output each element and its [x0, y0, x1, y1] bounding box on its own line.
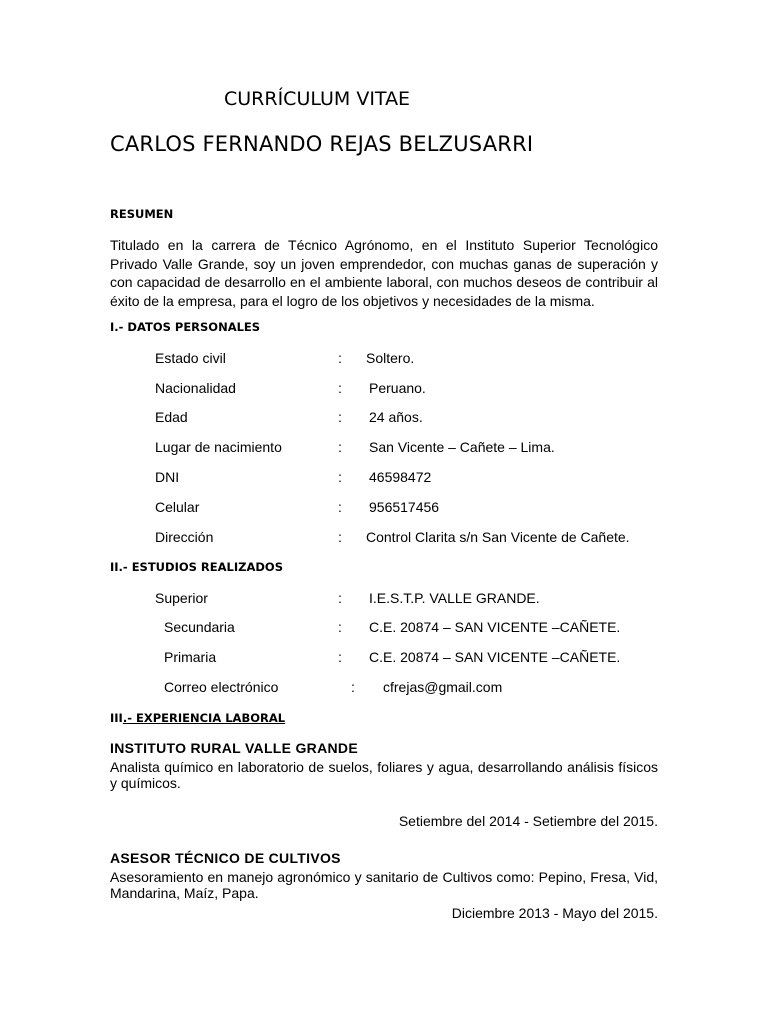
- field-value: C.E. 20874 – SAN VICENTE –CAÑETE.: [369, 649, 621, 665]
- field-label: Primaria: [164, 649, 217, 665]
- field-separator: :: [338, 439, 342, 455]
- job-period: Diciembre 2013 - Mayo del 2015.: [451, 905, 658, 921]
- field-value: Soltero.: [366, 350, 415, 366]
- job-description: Asesoramiento en manejo agronómico y sanitario de Cultivos como: Pepino, Fresa, Vid, Mandarina, Maíz, Papa.: [110, 869, 658, 901]
- resumen-heading: RESUMEN: [110, 207, 174, 221]
- field-value: C.E. 20874 – SAN VICENTE –CAÑETE.: [369, 619, 621, 635]
- field-separator: :: [338, 499, 342, 515]
- datos-personales-heading: I.- DATOS PERSONALES: [110, 320, 261, 334]
- job-title: INSTITUTO RURAL VALLE GRANDE: [110, 740, 358, 756]
- field-separator: :: [338, 590, 342, 606]
- field-separator: :: [338, 529, 342, 545]
- field-separator: :: [338, 350, 342, 366]
- field-label: Estado civil: [155, 350, 226, 366]
- field-value: 956517456: [369, 499, 440, 515]
- field-label: Superior: [155, 590, 208, 606]
- field-label: Nacionalidad: [155, 380, 236, 396]
- field-separator: :: [338, 469, 342, 485]
- field-value: Peruano.: [369, 380, 426, 396]
- experiencia-heading-text: .- EXPERIENCIA LABORAL: [122, 711, 286, 725]
- estudios-heading: II.- ESTUDIOS REALIZADOS: [110, 560, 283, 574]
- resumen-text: Titulado en la carrera de Técnico Agrónomo, en el Instituto Superior Tecnológico Privado Valle Grande, soy un joven emprendedor, con muchas ganas de superación y con capacidad de desarrollo en el ambiente laboral, con muchos deseos de contribuir al éxito de la empresa, para el logro de los objetivos y necesidades de la misma.: [110, 237, 658, 309]
- job-period: Setiembre del 2014 - Setiembre del 2015.: [398, 813, 658, 829]
- field-label: DNI: [155, 469, 180, 485]
- field-separator: :: [338, 380, 342, 396]
- field-value: I.E.S.T.P. VALLE GRANDE.: [369, 590, 540, 606]
- job-title: ASESOR TÉCNICO DE CULTIVOS: [110, 850, 341, 866]
- field-label: Dirección: [155, 529, 214, 545]
- field-separator: :: [338, 409, 342, 425]
- field-label: Lugar de nacimiento: [155, 439, 282, 455]
- job-description: Analista químico en laboratorio de suelos, foliares y agua, desarrollando análisis físicos y químicos.: [110, 759, 658, 791]
- field-value: Control Clarita s/n San Vicente de Cañete.: [366, 529, 630, 545]
- field-label: Edad: [155, 409, 188, 425]
- experiencia-heading: [110, 711, 285, 725]
- field-label: Correo electrónico: [164, 679, 279, 695]
- field-separator: :: [351, 679, 355, 695]
- field-value: cfrejas@gmail.com: [383, 679, 503, 695]
- field-value: 46598472: [369, 469, 432, 485]
- field-value: 24 años.: [369, 409, 423, 425]
- field-value: San Vicente – Cañete – Lima.: [369, 439, 555, 455]
- field-separator: :: [338, 649, 342, 665]
- candidate-name: CARLOS FERNANDO REJAS BELZUSARRI: [110, 132, 534, 156]
- document-title: CURRÍCULUM VITAE: [224, 88, 411, 110]
- experiencia-heading-number: III: [110, 711, 123, 725]
- field-separator: :: [338, 619, 342, 635]
- field-label: Celular: [155, 499, 200, 515]
- field-label: Secundaria: [164, 619, 235, 635]
